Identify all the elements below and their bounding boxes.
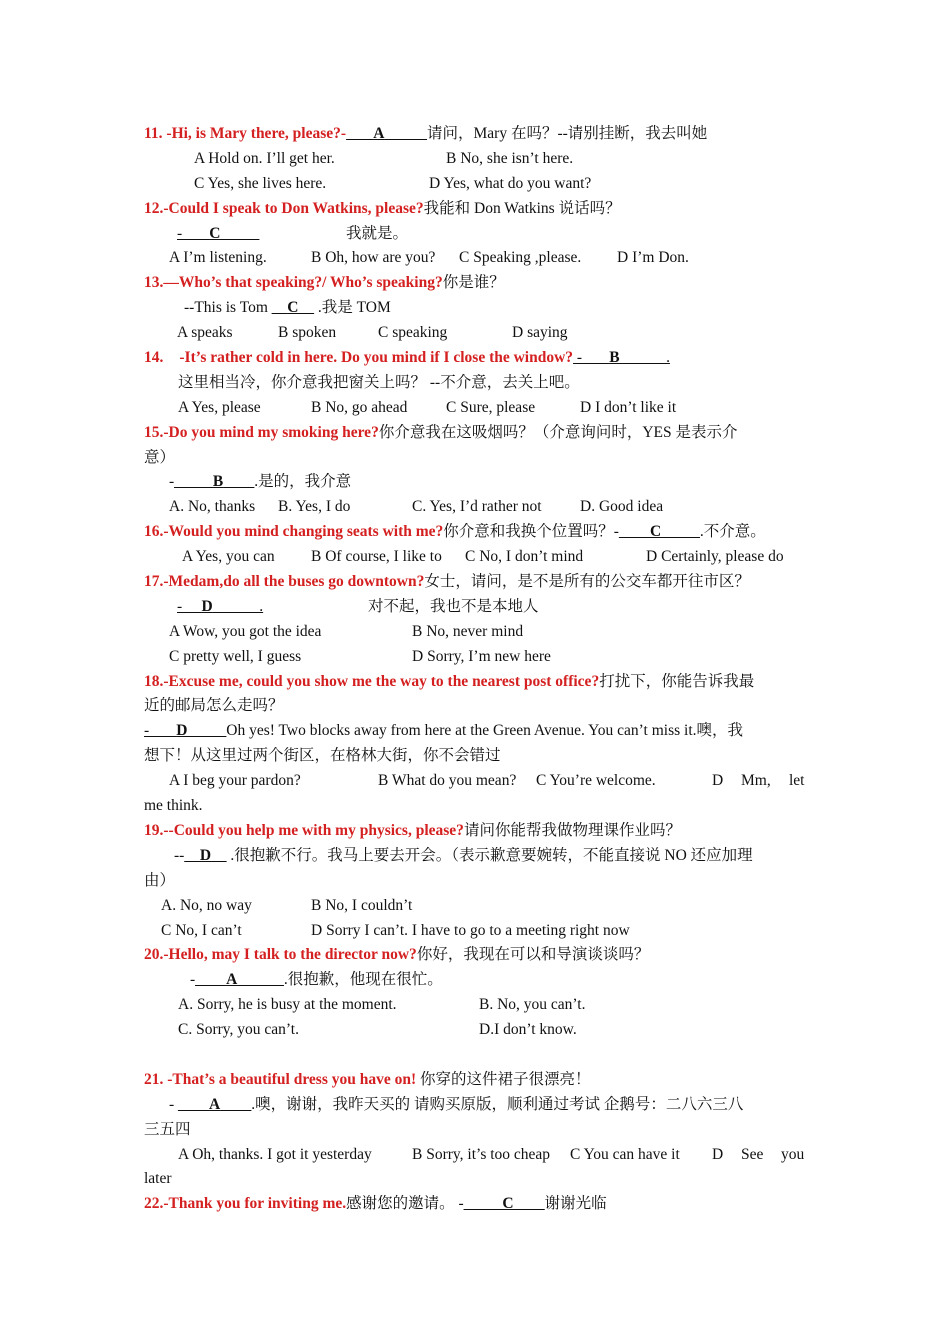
- answer-blank-post: _____: [661, 523, 700, 541]
- answer-letter: C: [502, 1195, 514, 1213]
- option-d-text-1: Mm,: [741, 772, 771, 790]
- answer-blank-post: ____: [220, 1095, 252, 1113]
- question-number: 22.: [144, 1195, 164, 1213]
- reply-dash: -: [169, 473, 175, 491]
- option-a: A Yes, you can: [182, 548, 275, 566]
- chinese-translation: 你介意我在这吸烟吗？（介意询问时，YES 是表示介: [378, 423, 738, 441]
- chinese-translation: 你穿的这件裙子很漂亮！: [416, 1070, 591, 1088]
- option-d: D: [712, 772, 724, 790]
- option-d: D.I don’t know.: [479, 1021, 577, 1039]
- translation-row: [144, 694, 808, 719]
- question-number: 15.: [144, 423, 164, 441]
- reply-row: [144, 968, 808, 993]
- reply-translation: .我是 TOM: [313, 299, 391, 317]
- option-a: A Wow, you got the idea: [169, 622, 322, 640]
- translation-row: [144, 446, 808, 471]
- reply-text: Oh yes! Two blocks away from here at the Green Avenue. You can’t miss it.噢，我: [226, 722, 744, 740]
- question-text: -It’s rather cold in here. Do you mind if I close the window?: [179, 349, 574, 367]
- chinese-translation: 我能和 Don Watkins 说话吗？: [423, 199, 621, 217]
- reply-row: [144, 470, 808, 495]
- question-number: 17.: [144, 573, 164, 591]
- option-a: A. No, thanks: [169, 498, 256, 516]
- question-18: [144, 670, 808, 695]
- question-12: [144, 197, 808, 222]
- option-c: C pretty well, I guess: [169, 647, 302, 665]
- option-d-text-1: See: [741, 1145, 764, 1163]
- option-c: C Yes, she lives here.: [194, 174, 327, 192]
- options-row: [144, 894, 808, 919]
- option-a: A I beg your pardon?: [169, 772, 301, 790]
- options-row: [144, 620, 808, 645]
- reply-translation: 想下！从这里过两个街区，在格林大街，你不会错过: [144, 747, 501, 765]
- answer-blank-pre: __: [271, 299, 288, 317]
- option-b: B Oh, how are you?: [311, 249, 436, 267]
- question-text: -Do you mind my smoking here?: [163, 423, 379, 441]
- answer-blank-pre: _____: [174, 473, 213, 491]
- chinese-translation: 感谢您的邀请。 -: [346, 1195, 464, 1213]
- option-c: C No, I don’t mind: [465, 548, 584, 566]
- chinese-translation: 打扰下，你能告诉我最: [599, 672, 755, 690]
- option-d-text-2: let: [789, 772, 805, 790]
- options-row: [144, 172, 808, 197]
- reply-translation: 谢谢光临: [544, 1195, 607, 1213]
- question-text: -Thank you for inviting me.: [163, 1195, 347, 1213]
- options-row: [144, 321, 808, 346]
- question-11: [144, 122, 808, 147]
- option-c: C. Yes, I’d rather not: [412, 498, 542, 516]
- question-text: -Could I speak to Don Watkins, please?: [163, 199, 424, 217]
- option-a: A. Sorry, he is busy at the moment.: [178, 996, 397, 1014]
- option-d: D Yes, what do you want?: [429, 174, 592, 192]
- option-b: B. No, you can’t.: [479, 996, 586, 1014]
- question-number: 20.: [144, 946, 164, 964]
- options-row: [144, 495, 808, 520]
- option-a: A Oh, thanks. I got it yesterday: [178, 1145, 372, 1163]
- options-row: [144, 147, 808, 172]
- option-c: C. Sorry, you can’t.: [178, 1021, 299, 1039]
- blank-line: [144, 1043, 808, 1068]
- options-row: [144, 993, 808, 1018]
- answer-letter: D: [176, 722, 188, 740]
- reply-row-wrap: [144, 1118, 808, 1143]
- options-row: [144, 919, 808, 944]
- chinese-translation: 你介意和我换个位置吗？-: [443, 523, 619, 541]
- reply-row: [144, 844, 808, 869]
- option-c: C No, I can’t: [161, 921, 242, 939]
- reply-row: [144, 595, 808, 620]
- question-number: 18.: [144, 672, 164, 690]
- question-text: -Excuse me, could you show me the way to the nearest post office?: [163, 672, 600, 690]
- chinese-translation-wrap: 意）: [144, 448, 176, 466]
- reply-translation: .噢，谢谢，我昨天买的 请购买原版，顺利通过考试 企鹅号：二八六三八: [251, 1095, 744, 1113]
- answer-blank-post: __: [211, 846, 227, 864]
- option-b: B No, never mind: [412, 622, 524, 640]
- option-d: D saying: [512, 324, 568, 342]
- question-17: [144, 570, 808, 595]
- answer-blank-post: ______.: [212, 597, 264, 615]
- option-c: C Speaking ,please.: [459, 249, 582, 267]
- answer-blank-pre: - ___: [144, 722, 177, 740]
- reply-row-wrap: [144, 744, 808, 769]
- answer-letter: C: [209, 224, 221, 242]
- chinese-translation: 这里相当冷，你介意我把窗关上吗？ --不介意，去关上吧。: [178, 373, 580, 391]
- option-d-text-2: you: [781, 1145, 805, 1163]
- reply-row: [144, 1093, 808, 1118]
- option-d: D Sorry, I’m new here: [412, 647, 551, 665]
- option-d: D Certainly, please do: [646, 548, 784, 566]
- reply-dash: -: [190, 971, 196, 989]
- option-c: C speaking: [378, 324, 448, 342]
- answer-letter: C: [287, 299, 299, 317]
- reply-translation: .是的，我介意: [254, 473, 352, 491]
- option-b: B Of course, I like to: [311, 548, 442, 566]
- reply-row: [144, 296, 808, 321]
- option-d: D I don’t like it: [580, 398, 677, 416]
- question-list: [144, 122, 808, 1217]
- answer-letter: C: [649, 523, 662, 541]
- option-b: B No, she isn’t here.: [446, 149, 574, 167]
- option-b: B No, go ahead: [311, 398, 408, 416]
- option-c: C You can have it: [570, 1145, 680, 1163]
- question-number: 11.: [144, 125, 163, 142]
- option-d-wrap: later: [144, 1170, 172, 1188]
- question-text: —Who’s that speaking?/ Who’s speaking?: [163, 274, 443, 292]
- answer-letter: B: [609, 349, 620, 367]
- question-text: -Hello, may I talk to the director now?: [163, 946, 417, 964]
- reply-translation: 对不起，我也不是本地人: [368, 597, 539, 615]
- answer-blank-post: _____: [384, 125, 428, 142]
- question-21: [144, 1068, 808, 1093]
- reply-translation: .很抱歉不行。我马上要去开会。（表示歉意要婉转，不能直接说 NO 还应加理: [226, 846, 753, 864]
- options-row: [144, 396, 808, 421]
- answer-letter: A: [373, 125, 385, 142]
- option-a: A I’m listening.: [169, 249, 267, 267]
- option-b: B What do you mean?: [378, 772, 517, 790]
- question-13: [144, 271, 808, 296]
- answer-blank-pre: __: [184, 846, 200, 864]
- option-d: D I’m Don.: [617, 249, 689, 267]
- question-number: 14.: [144, 349, 164, 367]
- reply-row-wrap: [144, 869, 808, 894]
- answer-blank-post: _____: [187, 722, 227, 740]
- reply-dash: -: [169, 1095, 179, 1113]
- answer-blank-pre: - ___: [177, 224, 210, 242]
- question-14: [144, 346, 808, 371]
- answer-blank-pre: ___: [346, 125, 374, 142]
- options-row-wrap: [144, 794, 808, 819]
- reply-text: --This is Tom: [184, 299, 272, 317]
- chinese-translation: 请问你能帮我做物理课作业吗？: [463, 821, 681, 839]
- question-text: --Could you help me with my physics, please?: [163, 821, 464, 839]
- option-d: D. Good idea: [580, 498, 664, 516]
- answer-blank-pre: ____: [178, 1095, 210, 1113]
- answer-blank-post: ______: [237, 971, 284, 989]
- option-a: A Hold on. I’ll get her.: [194, 149, 335, 167]
- answer-blank-post: ____: [223, 473, 255, 491]
- question-number: 16.: [144, 523, 164, 541]
- reply-dash: --: [174, 846, 185, 864]
- question-number: 13.: [144, 274, 164, 292]
- reply-translation-wrap: 三五四: [144, 1120, 191, 1138]
- chinese-translation: 你是谁？: [442, 274, 505, 292]
- answer-blank-pre: - ___: [573, 349, 610, 367]
- answer-blank-pre: _____: [463, 1195, 503, 1213]
- option-c: C You’re welcome.: [536, 772, 656, 790]
- option-a: A. No, no way: [161, 896, 252, 914]
- answer-blank-post: ____: [513, 1195, 545, 1213]
- chinese-translation: 女士，请问，是不是所有的公交车都开往市区？: [424, 573, 750, 591]
- question-15: [144, 421, 808, 446]
- answer-letter: D: [199, 846, 212, 864]
- question-text: -Medam,do all the buses go downtown?: [163, 573, 425, 591]
- reply-translation-wrap: 由）: [144, 871, 176, 889]
- option-c: C Sure, please: [446, 398, 536, 416]
- answer-blank-post: __: [298, 299, 314, 317]
- chinese-translation-wrap: 近的邮局怎么走吗？: [144, 697, 284, 715]
- answer-letter: A: [226, 971, 238, 989]
- answer-letter: B: [212, 473, 224, 491]
- options-row-wrap: [144, 1167, 808, 1192]
- question-text: -That’s a beautiful dress you have on!: [163, 1070, 417, 1088]
- question-number: 12.: [144, 199, 164, 217]
- answer-blank-pre: ____: [618, 523, 650, 541]
- options-row: [144, 769, 808, 794]
- reply-translation: 我就是。: [346, 224, 409, 242]
- question-20: [144, 943, 808, 968]
- question-22: [144, 1192, 808, 1217]
- question-text: -Hi, is Mary there, please?-: [162, 125, 347, 142]
- option-b: B Sorry, it’s too cheap: [412, 1145, 551, 1163]
- chinese-translation: 你好，我现在可以和导演谈谈吗？: [416, 946, 650, 964]
- answer-blank-post: _____: [220, 224, 260, 242]
- answer-letter: A: [209, 1095, 221, 1113]
- option-b: B. Yes, I do: [278, 498, 351, 516]
- option-d: D Sorry I can’t. I have to go to a meeting right now: [311, 921, 630, 939]
- question-number: 21.: [144, 1070, 164, 1088]
- option-d-wrap: me think.: [144, 797, 203, 815]
- answer-blank-pre: ____: [195, 971, 227, 989]
- option-b: B spoken: [278, 324, 337, 342]
- reply-row: [144, 222, 808, 247]
- chinese-translation: 请问，Mary 在吗？--请别挂断，我去叫她: [427, 125, 708, 142]
- question-19: [144, 819, 808, 844]
- translation-row: [144, 371, 808, 396]
- answer-letter: D: [201, 597, 213, 615]
- reply-translation: .很抱歉，他现在很忙。: [283, 971, 443, 989]
- question-number: 19.: [144, 821, 164, 839]
- option-a: A speaks: [177, 324, 233, 342]
- answer-blank-pre: - __: [177, 597, 202, 615]
- reply-translation: .不介意。: [699, 523, 766, 541]
- option-d: D: [712, 1145, 724, 1163]
- option-b: B No, I couldn’t: [311, 896, 413, 914]
- reply-row: [144, 719, 808, 744]
- option-a: A Yes, please: [178, 398, 261, 416]
- options-row: [144, 1018, 808, 1043]
- question-text: -Would you mind changing seats with me?: [163, 523, 444, 541]
- answer-blank-post: ______.: [619, 349, 670, 367]
- options-row: [144, 1143, 808, 1168]
- options-row: [144, 645, 808, 670]
- options-row: [144, 246, 808, 271]
- options-row: [144, 545, 808, 570]
- question-16: [144, 520, 808, 545]
